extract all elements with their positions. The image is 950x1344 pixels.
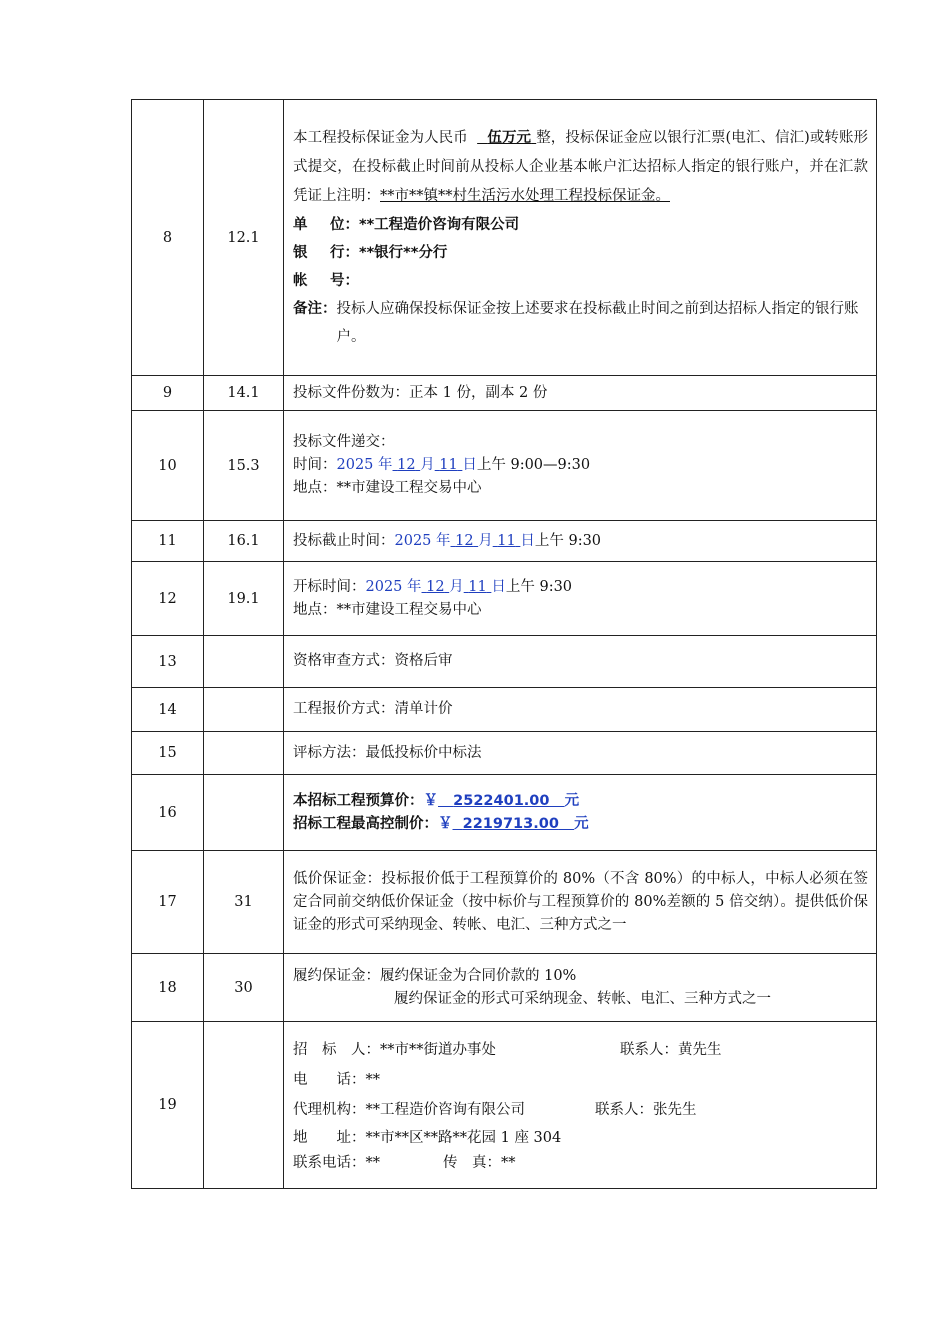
row-number: 10: [132, 411, 204, 521]
agent-line: [293, 1095, 868, 1125]
agent-label: 代理机构：: [293, 1102, 366, 1118]
row-number: 8: [132, 100, 204, 376]
clause-number: 31: [204, 851, 284, 954]
clause-number: 12.1: [204, 100, 284, 376]
account-label: 帐 号：: [293, 273, 359, 289]
row-number: 14: [132, 688, 204, 732]
row-number: 12: [132, 562, 204, 636]
contact-value: 张先生: [653, 1102, 697, 1118]
clause-number: [204, 688, 284, 732]
submission-place: 地点：**市建设工程交易中心: [293, 480, 482, 496]
remark: [293, 295, 868, 351]
row-number: 17: [132, 851, 204, 954]
row-number: 18: [132, 954, 204, 1022]
address-value: **市**区**路**花园 1 座 304: [365, 1130, 562, 1146]
table-row: [132, 411, 877, 521]
performance-bond-line2: 履约保证金的形式可采纳现金、转帐、电汇、三种方式之一: [394, 990, 771, 1007]
row-content: [284, 411, 877, 521]
fax-value: **: [501, 1155, 516, 1171]
tel-fax-line: [293, 1151, 868, 1175]
table-row: [132, 954, 877, 1022]
max-control-price: 招标工程最高控制价：￥ 2219713.00 元: [293, 815, 589, 832]
clause-number: [204, 636, 284, 688]
row-content: 低价保证金：投标报价低于工程预算价的 80%（不含 80%）的中标人，中标人必须在签定合同前交纳低价保证金（按中标价与工程预算价的 80%差额的 5 倍交纳）。提供低价保证金的形式可采纳现金、转帐、电汇、三种方式之一: [284, 851, 877, 954]
bank-line: [293, 239, 868, 267]
row-content: [284, 1022, 877, 1189]
row-number: 11: [132, 521, 204, 562]
row-content: [284, 954, 877, 1022]
tenderer-line: [293, 1035, 868, 1065]
opening-time: 开标时间：2025 年 12 月 11 日上午 9:30: [293, 578, 573, 595]
fax-label: 传 真：: [443, 1155, 501, 1171]
tender-info-table: [131, 99, 877, 1189]
contact-label: 联系人：: [620, 1042, 678, 1058]
budget-price: 本招标工程预算价：￥ 2522401.00 元: [293, 792, 580, 809]
clause-number: 15.3: [204, 411, 284, 521]
address-label: 地 址：: [293, 1130, 366, 1146]
row-content: 投标文件份数为：正本 1 份，副本 2 份: [284, 376, 877, 411]
submission-title: 投标文件递交：: [293, 434, 395, 450]
contact-label: 联系人：: [595, 1102, 653, 1118]
deposit-paragraph: [293, 124, 868, 211]
table-row: [132, 732, 877, 775]
deposit-amount: 伍万元: [487, 130, 532, 146]
phone-value: **: [365, 1072, 380, 1088]
unit-line: [293, 211, 868, 239]
remark-text: 投标人应确保投标保证金按上述要求在投标截止时间之前到达招标人指定的银行账户。: [336, 301, 859, 345]
clause-number: [204, 1022, 284, 1189]
clause-number: [204, 775, 284, 851]
agent-value: **工程造价咨询有限公司: [365, 1102, 525, 1118]
row-content: [284, 100, 877, 376]
table-row: [132, 562, 877, 636]
address-line: [293, 1125, 868, 1151]
table-row: [132, 851, 877, 954]
tel-value: **: [365, 1155, 380, 1171]
unit-value: **工程造价咨询有限公司: [359, 217, 520, 233]
contact-value: 黄先生: [678, 1042, 722, 1058]
table-row: [132, 636, 877, 688]
row-content: 资格审查方式：资格后审: [284, 636, 877, 688]
table-row: [132, 521, 877, 562]
row-number: 9: [132, 376, 204, 411]
clause-number: 30: [204, 954, 284, 1022]
row-content: [284, 775, 877, 851]
tenderer-label: 招 标 人：: [293, 1042, 380, 1058]
row-number: 13: [132, 636, 204, 688]
row-content: [284, 562, 877, 636]
bank-value: **银行**分行: [359, 245, 448, 261]
deposit-text-pre: 本工程投标保证金为人民币: [293, 130, 468, 146]
table-row: [132, 100, 877, 376]
submission-time: 时间：2025 年 12 月 11 日上午 9:00—9:30: [293, 457, 591, 473]
table-row: [132, 376, 877, 411]
row-number: 16: [132, 775, 204, 851]
table-row: [132, 775, 877, 851]
deposit-note: **市**镇**村生活污水处理工程投标保证金。: [380, 188, 670, 204]
deposit-text-post: 整，投标保证金应以银行汇票(电汇、信汇)或转账形式提交，在投标截止时间前从投标人企业基本帐户汇达招标人指定的银行账户，并在汇款凭证上注明：: [293, 130, 869, 204]
remark-label: 备注：: [293, 301, 337, 317]
performance-bond-line1: 履约保证金：履约保证金为合同价款的 10%: [293, 967, 577, 984]
clause-number: 19.1: [204, 562, 284, 636]
phone-label: 电 话：: [293, 1072, 366, 1088]
unit-label: 单 位：: [293, 217, 359, 233]
clause-number: 14.1: [204, 376, 284, 411]
table-row: [132, 1022, 877, 1189]
clause-number: 16.1: [204, 521, 284, 562]
row-number: 15: [132, 732, 204, 775]
table-row: [132, 688, 877, 732]
clause-number: [204, 732, 284, 775]
row-content: 投标截止时间：2025 年 12 月 11 日上午 9:30: [284, 521, 877, 562]
tel-label: 联系电话：: [293, 1155, 366, 1171]
row-number: 19: [132, 1022, 204, 1189]
account-line: [293, 267, 868, 295]
row-content: 评标方法：最低投标价中标法: [284, 732, 877, 775]
phone-line: [293, 1065, 868, 1095]
opening-place: 地点：**市建设工程交易中心: [293, 601, 482, 618]
tenderer-value: **市**街道办事处: [380, 1042, 496, 1058]
row-content: 工程报价方式：清单计价: [284, 688, 877, 732]
bank-label: 银 行：: [293, 245, 359, 261]
